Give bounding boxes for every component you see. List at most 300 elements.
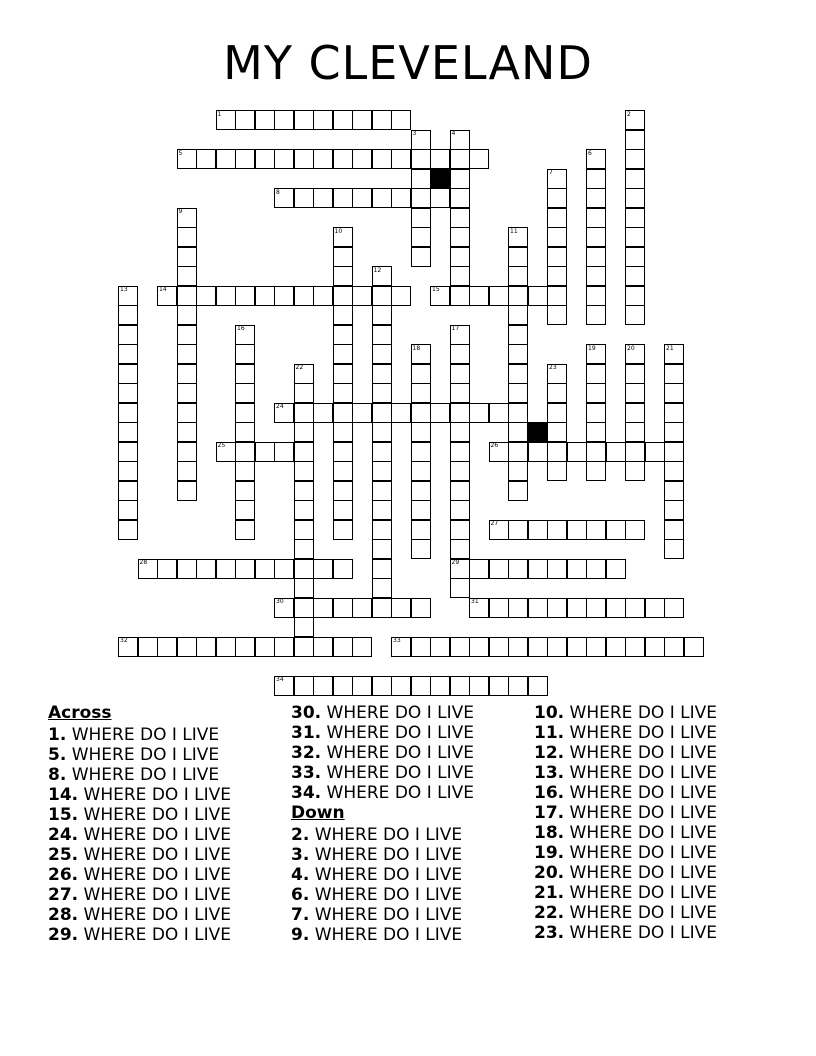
grid-cell[interactable] <box>333 598 353 618</box>
grid-cell[interactable] <box>274 559 294 579</box>
grid-cell[interactable] <box>372 559 392 579</box>
grid-cell[interactable] <box>333 364 353 384</box>
grid-cell[interactable] <box>118 344 138 364</box>
grid-cell[interactable] <box>430 403 450 423</box>
grid-cell[interactable] <box>177 422 197 442</box>
grid-cell[interactable] <box>235 110 255 130</box>
grid-cell[interactable] <box>625 422 645 442</box>
grid-cell[interactable] <box>508 520 528 540</box>
grid-cell[interactable] <box>450 442 470 462</box>
grid-cell[interactable] <box>333 500 353 520</box>
grid-cell[interactable] <box>411 520 431 540</box>
grid-cell[interactable] <box>411 188 431 208</box>
grid-cell[interactable] <box>430 637 450 657</box>
grid-cell[interactable] <box>294 520 314 540</box>
grid-cell[interactable] <box>411 149 431 169</box>
grid-cell[interactable] <box>235 149 255 169</box>
grid-cell[interactable] <box>586 169 606 189</box>
grid-cell[interactable] <box>625 598 645 618</box>
grid-cell[interactable] <box>664 364 684 384</box>
grid-cell[interactable] <box>625 461 645 481</box>
grid-cell[interactable] <box>411 364 431 384</box>
grid-cell[interactable] <box>313 149 333 169</box>
grid-cell[interactable] <box>333 247 353 267</box>
grid-cell[interactable] <box>547 286 567 306</box>
grid-cell[interactable] <box>489 598 509 618</box>
grid-cell[interactable] <box>333 383 353 403</box>
grid-cell[interactable] <box>450 383 470 403</box>
grid-cell[interactable] <box>508 403 528 423</box>
grid-cell[interactable] <box>547 422 567 442</box>
grid-cell[interactable] <box>313 110 333 130</box>
grid-cell[interactable] <box>469 637 489 657</box>
grid-cell[interactable] <box>294 559 314 579</box>
grid-cell[interactable] <box>313 403 333 423</box>
grid-cell[interactable] <box>411 676 431 696</box>
grid-cell[interactable] <box>508 442 528 462</box>
grid-cell[interactable] <box>333 461 353 481</box>
grid-cell[interactable] <box>586 637 606 657</box>
grid-cell[interactable] <box>372 500 392 520</box>
grid-cell[interactable] <box>177 325 197 345</box>
grid-cell[interactable] <box>664 422 684 442</box>
grid-cell[interactable] <box>489 559 509 579</box>
grid-cell[interactable] <box>567 637 587 657</box>
grid-cell[interactable] <box>508 637 528 657</box>
grid-cell[interactable] <box>411 481 431 501</box>
grid-cell[interactable] <box>625 227 645 247</box>
grid-cell[interactable] <box>372 676 392 696</box>
grid-cell[interactable] <box>118 403 138 423</box>
grid-cell[interactable] <box>333 344 353 364</box>
grid-cell[interactable] <box>196 637 216 657</box>
grid-cell[interactable] <box>313 676 333 696</box>
grid-cell[interactable] <box>235 461 255 481</box>
grid-cell[interactable] <box>333 305 353 325</box>
grid-cell[interactable] <box>177 364 197 384</box>
grid-cell[interactable] <box>450 169 470 189</box>
grid-cell[interactable] <box>567 559 587 579</box>
grid-cell[interactable] <box>255 637 275 657</box>
grid-cell[interactable] <box>547 305 567 325</box>
grid-cell[interactable] <box>547 247 567 267</box>
grid-cell[interactable] <box>430 676 450 696</box>
grid-cell[interactable] <box>294 539 314 559</box>
grid-cell[interactable] <box>625 383 645 403</box>
grid-cell[interactable] <box>528 676 548 696</box>
grid-cell[interactable] <box>235 500 255 520</box>
grid-cell[interactable] <box>450 247 470 267</box>
grid-cell[interactable] <box>196 559 216 579</box>
grid-cell[interactable] <box>547 208 567 228</box>
grid-cell[interactable] <box>177 637 197 657</box>
grid-cell[interactable] <box>625 364 645 384</box>
grid-cell[interactable] <box>216 149 236 169</box>
grid-cell[interactable] <box>294 188 314 208</box>
grid-cell[interactable] <box>625 286 645 306</box>
grid-cell[interactable] <box>664 403 684 423</box>
grid-cell[interactable] <box>586 188 606 208</box>
grid-cell[interactable] <box>294 110 314 130</box>
grid-cell[interactable] <box>294 461 314 481</box>
grid-cell[interactable] <box>450 266 470 286</box>
grid-cell[interactable] <box>333 266 353 286</box>
grid-cell[interactable] <box>333 676 353 696</box>
grid-cell[interactable] <box>235 481 255 501</box>
grid-cell[interactable] <box>528 598 548 618</box>
grid-cell[interactable] <box>508 247 528 267</box>
grid-cell[interactable] <box>508 364 528 384</box>
grid-cell[interactable] <box>118 305 138 325</box>
grid-cell[interactable] <box>372 578 392 598</box>
grid-cell[interactable] <box>352 188 372 208</box>
grid-cell[interactable] <box>450 578 470 598</box>
grid-cell[interactable] <box>352 286 372 306</box>
grid-cell[interactable] <box>547 188 567 208</box>
grid-cell[interactable] <box>157 559 177 579</box>
grid-cell[interactable] <box>411 637 431 657</box>
grid-cell[interactable] <box>586 364 606 384</box>
grid-cell[interactable] <box>372 305 392 325</box>
grid-cell[interactable] <box>664 637 684 657</box>
grid-cell[interactable] <box>411 383 431 403</box>
grid-cell[interactable] <box>586 227 606 247</box>
grid-cell[interactable] <box>333 286 353 306</box>
grid-cell[interactable] <box>625 266 645 286</box>
grid-cell[interactable] <box>118 442 138 462</box>
grid-cell[interactable] <box>489 676 509 696</box>
grid-cell[interactable] <box>313 598 333 618</box>
grid-cell[interactable] <box>450 188 470 208</box>
grid-cell[interactable] <box>586 520 606 540</box>
grid-cell[interactable] <box>235 559 255 579</box>
grid-cell[interactable] <box>547 266 567 286</box>
grid-cell[interactable] <box>625 520 645 540</box>
grid-cell[interactable] <box>508 344 528 364</box>
grid-cell[interactable] <box>508 481 528 501</box>
grid-cell[interactable] <box>586 383 606 403</box>
grid-cell[interactable] <box>118 383 138 403</box>
grid-cell[interactable] <box>625 442 645 462</box>
grid-cell[interactable] <box>313 559 333 579</box>
grid-cell[interactable] <box>625 188 645 208</box>
grid-cell[interactable] <box>469 676 489 696</box>
grid-cell[interactable] <box>508 676 528 696</box>
grid-cell[interactable] <box>391 403 411 423</box>
grid-cell[interactable] <box>586 559 606 579</box>
grid-cell[interactable] <box>294 676 314 696</box>
grid-cell[interactable] <box>547 637 567 657</box>
grid-cell[interactable] <box>450 500 470 520</box>
grid-cell[interactable] <box>177 481 197 501</box>
grid-cell[interactable] <box>352 149 372 169</box>
grid-cell[interactable] <box>235 637 255 657</box>
grid-cell[interactable] <box>118 325 138 345</box>
grid-cell[interactable] <box>547 442 567 462</box>
grid-cell[interactable] <box>411 169 431 189</box>
grid-cell[interactable] <box>547 383 567 403</box>
grid-cell[interactable] <box>664 442 684 462</box>
grid-cell[interactable] <box>391 149 411 169</box>
grid-cell[interactable] <box>391 286 411 306</box>
grid-cell[interactable] <box>606 598 626 618</box>
grid-cell[interactable] <box>372 403 392 423</box>
grid-cell[interactable] <box>450 208 470 228</box>
grid-cell[interactable] <box>372 520 392 540</box>
grid-cell[interactable] <box>606 559 626 579</box>
grid-cell[interactable] <box>684 637 704 657</box>
grid-cell[interactable] <box>450 637 470 657</box>
grid-cell[interactable] <box>450 364 470 384</box>
grid-cell[interactable] <box>372 539 392 559</box>
grid-cell[interactable] <box>216 559 236 579</box>
grid-cell[interactable] <box>567 598 587 618</box>
grid-cell[interactable] <box>625 305 645 325</box>
grid-cell[interactable] <box>547 598 567 618</box>
grid-cell[interactable] <box>450 481 470 501</box>
grid-cell[interactable] <box>177 227 197 247</box>
grid-cell[interactable] <box>664 598 684 618</box>
grid-cell[interactable] <box>528 286 548 306</box>
grid-cell[interactable] <box>118 364 138 384</box>
grid-cell[interactable] <box>372 110 392 130</box>
grid-cell[interactable] <box>372 481 392 501</box>
grid-cell[interactable] <box>294 500 314 520</box>
grid-cell[interactable] <box>255 559 275 579</box>
grid-cell[interactable] <box>372 461 392 481</box>
grid-cell[interactable] <box>333 188 353 208</box>
grid-cell[interactable] <box>118 422 138 442</box>
grid-cell[interactable] <box>606 520 626 540</box>
grid-cell[interactable] <box>313 188 333 208</box>
grid-cell[interactable] <box>664 500 684 520</box>
grid-cell[interactable] <box>547 559 567 579</box>
grid-cell[interactable] <box>333 110 353 130</box>
grid-cell[interactable] <box>586 461 606 481</box>
grid-cell[interactable] <box>255 286 275 306</box>
grid-cell[interactable] <box>196 149 216 169</box>
grid-cell[interactable] <box>294 286 314 306</box>
grid-cell[interactable] <box>430 188 450 208</box>
grid-cell[interactable] <box>411 208 431 228</box>
grid-cell[interactable] <box>489 637 509 657</box>
grid-cell[interactable] <box>372 422 392 442</box>
grid-cell[interactable] <box>235 520 255 540</box>
grid-cell[interactable] <box>352 598 372 618</box>
grid-cell[interactable] <box>450 422 470 442</box>
grid-cell[interactable] <box>489 403 509 423</box>
grid-cell[interactable] <box>450 461 470 481</box>
grid-cell[interactable] <box>469 286 489 306</box>
grid-cell[interactable] <box>391 598 411 618</box>
grid-cell[interactable] <box>235 442 255 462</box>
grid-cell[interactable] <box>177 442 197 462</box>
grid-cell[interactable] <box>372 598 392 618</box>
grid-cell[interactable] <box>333 422 353 442</box>
grid-cell[interactable] <box>567 442 587 462</box>
grid-cell[interactable] <box>177 247 197 267</box>
grid-cell[interactable] <box>372 149 392 169</box>
grid-cell[interactable] <box>411 227 431 247</box>
grid-cell[interactable] <box>528 520 548 540</box>
grid-cell[interactable] <box>469 559 489 579</box>
grid-cell[interactable] <box>586 442 606 462</box>
grid-cell[interactable] <box>411 442 431 462</box>
grid-cell[interactable] <box>411 461 431 481</box>
grid-cell[interactable] <box>450 344 470 364</box>
grid-cell[interactable] <box>177 383 197 403</box>
grid-cell[interactable] <box>372 344 392 364</box>
grid-cell[interactable] <box>294 442 314 462</box>
grid-cell[interactable] <box>235 383 255 403</box>
grid-cell[interactable] <box>430 149 450 169</box>
grid-cell[interactable] <box>313 286 333 306</box>
grid-cell[interactable] <box>450 286 470 306</box>
grid-cell[interactable] <box>235 422 255 442</box>
grid-cell[interactable] <box>508 383 528 403</box>
grid-cell[interactable] <box>450 403 470 423</box>
grid-cell[interactable] <box>294 598 314 618</box>
grid-cell[interactable] <box>274 149 294 169</box>
grid-cell[interactable] <box>274 442 294 462</box>
grid-cell[interactable] <box>372 364 392 384</box>
grid-cell[interactable] <box>216 637 236 657</box>
grid-cell[interactable] <box>255 149 275 169</box>
grid-cell[interactable] <box>294 403 314 423</box>
grid-cell[interactable] <box>157 637 177 657</box>
grid-cell[interactable] <box>508 461 528 481</box>
grid-cell[interactable] <box>664 383 684 403</box>
grid-cell[interactable] <box>391 188 411 208</box>
grid-cell[interactable] <box>294 617 314 637</box>
grid-cell[interactable] <box>567 520 587 540</box>
grid-cell[interactable] <box>118 461 138 481</box>
grid-cell[interactable] <box>625 403 645 423</box>
grid-cell[interactable] <box>333 481 353 501</box>
grid-cell[interactable] <box>177 344 197 364</box>
grid-cell[interactable] <box>547 227 567 247</box>
grid-cell[interactable] <box>508 598 528 618</box>
grid-cell[interactable] <box>313 637 333 657</box>
grid-cell[interactable] <box>352 110 372 130</box>
grid-cell[interactable] <box>664 461 684 481</box>
grid-cell[interactable] <box>489 286 509 306</box>
grid-cell[interactable] <box>118 481 138 501</box>
grid-cell[interactable] <box>586 266 606 286</box>
grid-cell[interactable] <box>625 208 645 228</box>
grid-cell[interactable] <box>333 637 353 657</box>
grid-cell[interactable] <box>118 500 138 520</box>
grid-cell[interactable] <box>508 325 528 345</box>
grid-cell[interactable] <box>625 169 645 189</box>
grid-cell[interactable] <box>450 520 470 540</box>
grid-cell[interactable] <box>216 286 236 306</box>
grid-cell[interactable] <box>411 247 431 267</box>
grid-cell[interactable] <box>118 520 138 540</box>
grid-cell[interactable] <box>528 442 548 462</box>
grid-cell[interactable] <box>450 539 470 559</box>
grid-cell[interactable] <box>606 442 626 462</box>
grid-cell[interactable] <box>586 422 606 442</box>
grid-cell[interactable] <box>138 637 158 657</box>
grid-cell[interactable] <box>586 208 606 228</box>
grid-cell[interactable] <box>235 364 255 384</box>
grid-cell[interactable] <box>547 520 567 540</box>
grid-cell[interactable] <box>177 559 197 579</box>
grid-cell[interactable] <box>235 403 255 423</box>
grid-cell[interactable] <box>274 110 294 130</box>
grid-cell[interactable] <box>235 286 255 306</box>
grid-cell[interactable] <box>294 637 314 657</box>
grid-cell[interactable] <box>469 149 489 169</box>
grid-cell[interactable] <box>469 403 489 423</box>
grid-cell[interactable] <box>333 520 353 540</box>
grid-cell[interactable] <box>508 266 528 286</box>
grid-cell[interactable] <box>333 325 353 345</box>
grid-cell[interactable] <box>333 403 353 423</box>
grid-cell[interactable] <box>274 286 294 306</box>
grid-cell[interactable] <box>645 637 665 657</box>
grid-cell[interactable] <box>508 559 528 579</box>
grid-cell[interactable] <box>294 383 314 403</box>
grid-cell[interactable] <box>547 461 567 481</box>
grid-cell[interactable] <box>333 559 353 579</box>
grid-cell[interactable] <box>372 286 392 306</box>
grid-cell[interactable] <box>625 247 645 267</box>
grid-cell[interactable] <box>372 188 392 208</box>
grid-cell[interactable] <box>177 286 197 306</box>
grid-cell[interactable] <box>411 539 431 559</box>
grid-cell[interactable] <box>625 637 645 657</box>
grid-cell[interactable] <box>177 266 197 286</box>
grid-cell[interactable] <box>411 422 431 442</box>
grid-cell[interactable] <box>294 578 314 598</box>
grid-cell[interactable] <box>586 305 606 325</box>
grid-cell[interactable] <box>333 442 353 462</box>
grid-cell[interactable] <box>508 286 528 306</box>
grid-cell[interactable] <box>352 637 372 657</box>
grid-cell[interactable] <box>333 149 353 169</box>
grid-cell[interactable] <box>294 481 314 501</box>
grid-cell[interactable] <box>450 676 470 696</box>
grid-cell[interactable] <box>294 149 314 169</box>
grid-cell[interactable] <box>372 383 392 403</box>
grid-cell[interactable] <box>586 247 606 267</box>
grid-cell[interactable] <box>450 149 470 169</box>
grid-cell[interactable] <box>196 286 216 306</box>
grid-cell[interactable] <box>255 442 275 462</box>
grid-cell[interactable] <box>606 637 626 657</box>
grid-cell[interactable] <box>411 403 431 423</box>
grid-cell[interactable] <box>625 149 645 169</box>
grid-cell[interactable] <box>352 676 372 696</box>
grid-cell[interactable] <box>177 403 197 423</box>
grid-cell[interactable] <box>625 130 645 150</box>
grid-cell[interactable] <box>664 481 684 501</box>
grid-cell[interactable] <box>508 422 528 442</box>
grid-cell[interactable] <box>235 344 255 364</box>
grid-cell[interactable] <box>645 442 665 462</box>
grid-cell[interactable] <box>528 559 548 579</box>
grid-cell[interactable] <box>274 637 294 657</box>
grid-cell[interactable] <box>508 305 528 325</box>
grid-cell[interactable] <box>586 598 606 618</box>
grid-cell[interactable] <box>255 110 275 130</box>
grid-cell[interactable] <box>547 403 567 423</box>
grid-cell[interactable] <box>177 305 197 325</box>
grid-cell[interactable] <box>411 500 431 520</box>
grid-cell[interactable] <box>352 403 372 423</box>
